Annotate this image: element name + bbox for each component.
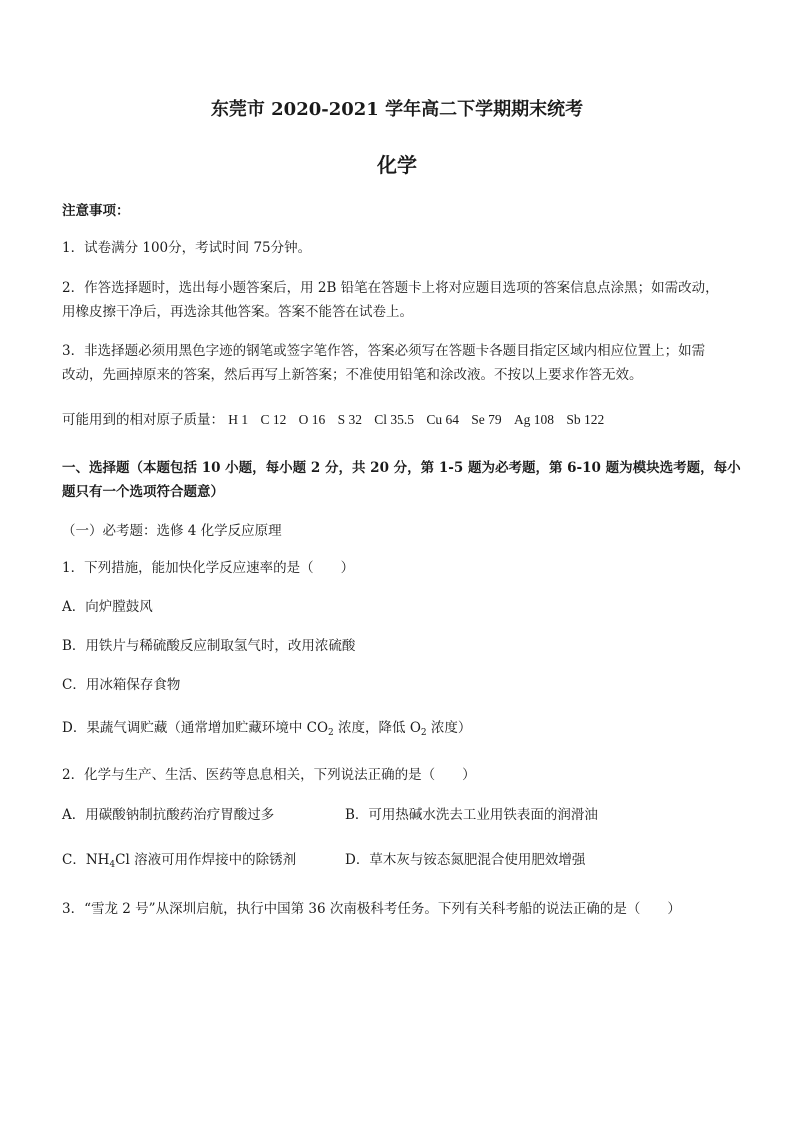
question-1-option-b: B．用铁片与稀硫酸反应制取氢气时，改用浓硫酸: [62, 638, 356, 654]
q1-d-text: D．果蔬气调贮藏（通常增加贮藏环境中 CO: [62, 720, 329, 736]
atomic-mass-item: Sb 122: [566, 412, 605, 427]
atomic-mass-item: C 12: [260, 412, 287, 427]
notice-item-3: 3．非选择题必须用黑色字迹的钢笔或签字笔作答，答案必须写在答题卡各题目指定区域内相应位置上；如需: [62, 343, 706, 359]
atomic-mass-line: [62, 410, 612, 430]
q2-c-text: C．NH: [62, 852, 110, 868]
question-1-option-a: A．向炉膛鼓风: [62, 599, 153, 615]
subject-title: 化学: [377, 153, 417, 177]
notice-heading: 注意事项：: [62, 203, 130, 219]
notice-item-3-cont: 改动，先画掉原来的答案，然后再写上新答案；不准使用铅笔和涂改液。不按以上要求作答无效。: [62, 367, 643, 383]
atomic-mass-item: Se 79: [471, 412, 502, 427]
atomic-mass-label: 可能用到的相对原子质量：: [62, 412, 224, 428]
atomic-mass-item: H 1: [228, 412, 249, 427]
sub-section-heading: （一）必考题：选修 4 化学反应原理: [62, 523, 282, 539]
question-2-stem: 2．化学与生产、生活、医药等息息相关，下列说法正确的是（ ）: [62, 767, 476, 783]
question-2-option-a: A．用碳酸钠制抗酸药治疗胃酸过多: [62, 807, 275, 823]
atomic-mass-item: Cl 35.5: [374, 412, 415, 427]
q2-c-subscript: 4: [109, 860, 116, 870]
atomic-mass-item: Cu 64: [426, 412, 459, 427]
notice-item-1: 1．试卷满分 100分，考试时间 75分钟。: [62, 240, 312, 256]
question-1-option-c: C．用冰箱保存食物: [62, 677, 181, 693]
atomic-mass-item: O 16: [298, 412, 326, 427]
notice-item-2-cont: 用橡皮擦干净后，再选涂其他答案。答案不能答在试卷上。: [62, 304, 413, 320]
atomic-mass-item: Ag 108: [513, 412, 555, 427]
question-3-stem: 3．“雪龙 2 号”从深圳启航，执行中国第 36 次南极科考任务。下列有关科考船的说法正确的是（ ）: [62, 901, 681, 917]
question-2-row-1: [62, 805, 598, 825]
atomic-mass-item: S 32: [337, 412, 362, 427]
question-2-option-c: [62, 852, 296, 868]
question-2-option-b: B．可用热碱水洗去工业用铁表面的润滑油: [345, 807, 598, 823]
q1-d-text: 浓度，降低 O: [333, 720, 421, 736]
question-2-row-2: [62, 850, 586, 870]
q1-d-subscript: 2: [420, 728, 427, 738]
q1-d-text: 浓度）: [426, 720, 472, 736]
question-1-stem: 1．下列措施，能加快化学反应速率的是（ ）: [62, 560, 355, 576]
q1-d-subscript: 2: [328, 728, 334, 738]
exam-title: 东莞市 2020-2021 学年高二下学期期末统考: [210, 99, 584, 120]
section-heading: 一、选择题（本题包括 10 小题，每小题 2 分，共 20 分，第 1-5 题为必考题，第 6-10 题为模块选考题，每小: [62, 460, 741, 476]
section-heading-cont: 题只有一个选项符合题意）: [62, 484, 224, 500]
question-2-option-d: D．草木灰与铵态氮肥混合使用肥效增强: [345, 852, 586, 868]
question-1-option-d: [62, 718, 471, 738]
q2-c-text: Cl 溶液可用作焊接中的除锈剂: [115, 852, 297, 868]
notice-item-2: 2．作答选择题时，选出每小题答案后，用 2B 铅笔在答题卡上将对应题目选项的答案信息点涂黑；如需改动，: [62, 280, 719, 296]
